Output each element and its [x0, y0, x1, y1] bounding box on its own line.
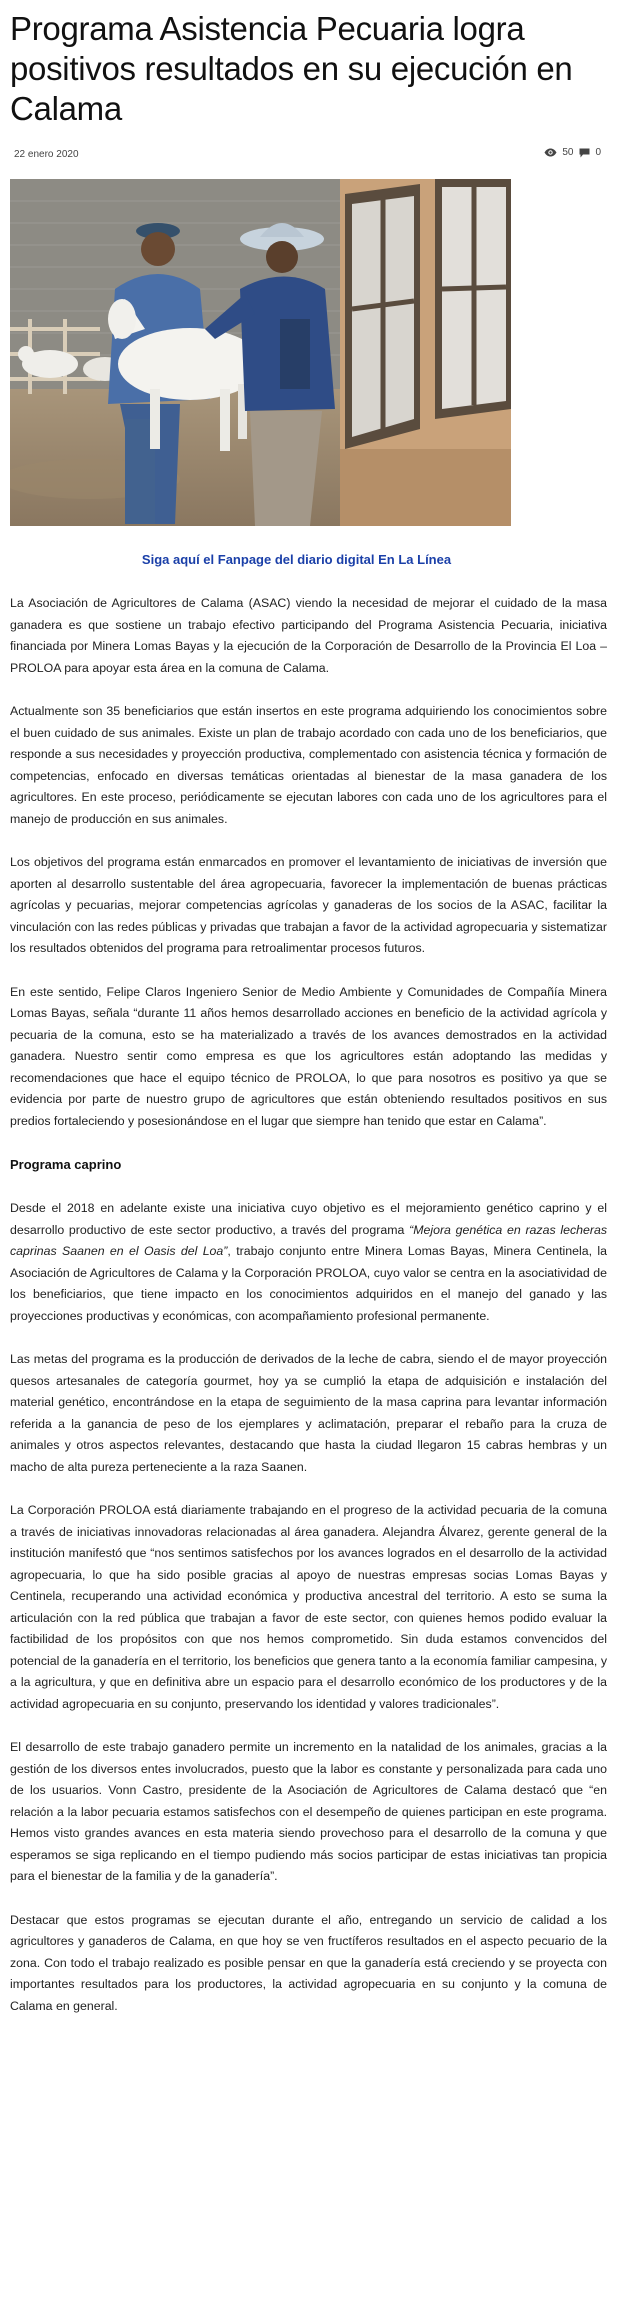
views-number: 50	[562, 147, 574, 158]
paragraph: La Corporación PROLOA está diariamente trabajando en el progreso de la actividad pecuaria de la comuna a través de iniciativas innovadoras relacionadas al área ganadera. Alejandra Álvarez, gerente general de la institución manifestó que “nos sentimos satisfechos por los avances logrados en el desarrollo de la actividad agropecuaria, lo que ha sido posible gracias al apoyo de nuestras empresas socias Lomas Bayas y Centinela, recuperando una actividad económica y productiva ancestral del territorio. A esto se suma la articulación con la red pública que trabajan a favor de este sector, con quienes hemos podido evaluar la factibilidad de los propósitos con que nos hemos comprometido. Sin duda estamos convencidos del potencial de la ganadería en el territorio, los beneficios que genera tanto a la economía familiar campesina, y a la agricultura, y que en definitiva abre un espacio para el desarrollo económico de los productores y de la actividad agropecuaria en su conjunto, preservando los identidad y valores tradicionales”.	[10, 1503, 607, 1711]
section-heading: Programa caprino	[10, 1157, 122, 1172]
article-body	[10, 593, 607, 2017]
caprino-text-before: Desde el 2018 en adelante existe una iniciativa cuyo objetivo es el mejoramiento genético caprino y el desarrollo productivo de este sector productivo, a través del programa	[10, 1201, 607, 1237]
article-stats	[544, 147, 601, 158]
views-count	[544, 147, 573, 158]
paragraph: Destacar que estos programas se ejecutan durante el año, entregando un servicio de calidad a los agricultores y ganaderos de Calama, en que hoy se ven fructíferos resultados en el aspecto pecuario de la zona. Con todo el trabajo realizado es posible pensar en que la ganadería está creciendo y se proyecta con importantes resultados para los productores, la actividad agropecuaria en su conjunto y la comuna de Calama en general.	[10, 1912, 607, 2013]
article-page	[0, 9, 617, 2319]
caprino-text-after: , trabajo conjunto entre Minera Lomas Bayas, Minera Centinela, la Asociación de Agricultores de Calama y la Corporación PROLOA, cuyo valor se centra en la asociatividad de los beneficiarios, que tiene impacto en los conocimientos adquiridos en el manejo del ganado y las proyecciones productivas y económicas, con acompañamiento profesional permanente.	[10, 1244, 607, 1323]
paragraph: La Asociación de Agricultores de Calama (ASAC) viendo la necesidad de mejorar el cuidado de la masa ganadera es que sostiene un trabajo efectivo participando del Programa Asistencia Pecuaria, iniciativa financiada por Minera Lomas Bayas y la ejecución de la Corporación de Desarrollo de la Provincia El Loa – PROLOA para apoyar esta área en la comuna de Calama.	[10, 596, 607, 675]
paragraph: Los objetivos del programa están enmarcados en promover el levantamiento de iniciativas de inversión que aporten al desarrollo sustentable del área agropecuaria, favorecer la implementación de buenas prácticas agrícolas y pecuarias, mejorar competencias agrícolas y ganaderas de los socios de la ASAC, facilitar la vinculación con las redes públicas y privadas que trabajan a favor de la actividad agropecuaria y sistematizar los resultados obtenidos del programa para retroalimentar procesos futuros.	[10, 855, 607, 955]
fanpage-banner	[10, 552, 607, 567]
publish-date: 22 enero 2020	[14, 149, 79, 160]
article-title: Programa Asistencia Pecuaria logra positivos resultados en su ejecución en Calama	[10, 10, 573, 127]
paragraph: Actualmente son 35 beneficiarios que están insertos en este programa adquiriendo los conocimientos sobre el buen cuidado de sus animales. Existe un plan de trabajo acordado con cada uno de los beneficiarios, que responde a sus necesidades y proyección productiva, complementado con asistencia técnica y formación de competencias, enfocado en diversas temáticas orientadas al bienestar de la masa ganadera de los agricultores. En este proceso, periódicamente se ejecutan labores con cada uno de los agricultores para el manejo de producción en sus animales.	[10, 704, 607, 826]
paragraph: El desarrollo de este trabajo ganadero permite un incremento en la natalidad de los animales, gracias a la gestión de los diversos entes involucrados, puesto que la labor es constante y personalizada para cada uno de los usuarios. Vonn Castro, presidente de la Asociación de Agricultores de Calama destacó que “en relación a la labor pecuaria estamos satisfechos con el desempeño de quienes participan en este programa. Hemos visto grandes avances en esta materia siendo provechoso para el desarrollo de la comuna y que esperamos se siga replicando en el tiempo pudiendo más socios participar de estas iniciativas tan propicia para el bienestar de la familia y de la ganadería”.	[10, 1740, 607, 1883]
article-photo	[10, 179, 511, 526]
comment-icon	[579, 148, 590, 158]
comments-number: 0	[595, 147, 601, 158]
goat-vaccination-image	[10, 179, 511, 526]
eye-icon	[544, 148, 557, 157]
paragraph-caprino-intro	[10, 1198, 607, 1327]
paragraph: Las metas del programa es la producción de derivados de la leche de cabra, siendo el de mayor proyección quesos artesanales de categoría gourmet, hoy ya se cumplió la etapa de adquisición e instalación del material genético, encontrándose en la etapa de seguimiento de la masa caprina para levantar información referida a la ganancia de peso de los ejemplares y aclimatación, preparar el rebaño para la cruza de animales y otros aspectos relevantes, destacando que hasta la ciudad llegaron 15 cabras hembras y un macho de alta pureza perteneciente a la raza Saanen.	[10, 1352, 607, 1474]
fanpage-link[interactable]: Siga aquí el Fanpage del diario digital En La Línea	[141, 552, 452, 567]
paragraph: En este sentido, Felipe Claros Ingeniero Senior de Medio Ambiente y Comunidades de Compañía Minera Lomas Bayas, señala “durante 11 años hemos desarrollado acciones en beneficio de la actividad agrícola y pecuaria de la comuna, esto se ha materializado a través de los avances demostrados en la actividad ganadera. Nuestro sentir como empresa es que los agricultores están adoptando las medidas y recomendaciones que hace el equipo técnico de PROLOA, lo que para nosotros es positivo ya que se evidencia por parte de nuestro grupo de agricultores que están obteniendo resultados positivos en sus predios fortaleciendo y posesionándose en el lugar que siempre han tenido que estar en Calama”.	[10, 984, 607, 1128]
program-name: “Mejora genética en razas lecheras caprinas Saanen en el Oasis del Loa”	[10, 1222, 607, 1258]
article-meta	[10, 147, 607, 167]
comments-count[interactable]	[579, 147, 601, 158]
